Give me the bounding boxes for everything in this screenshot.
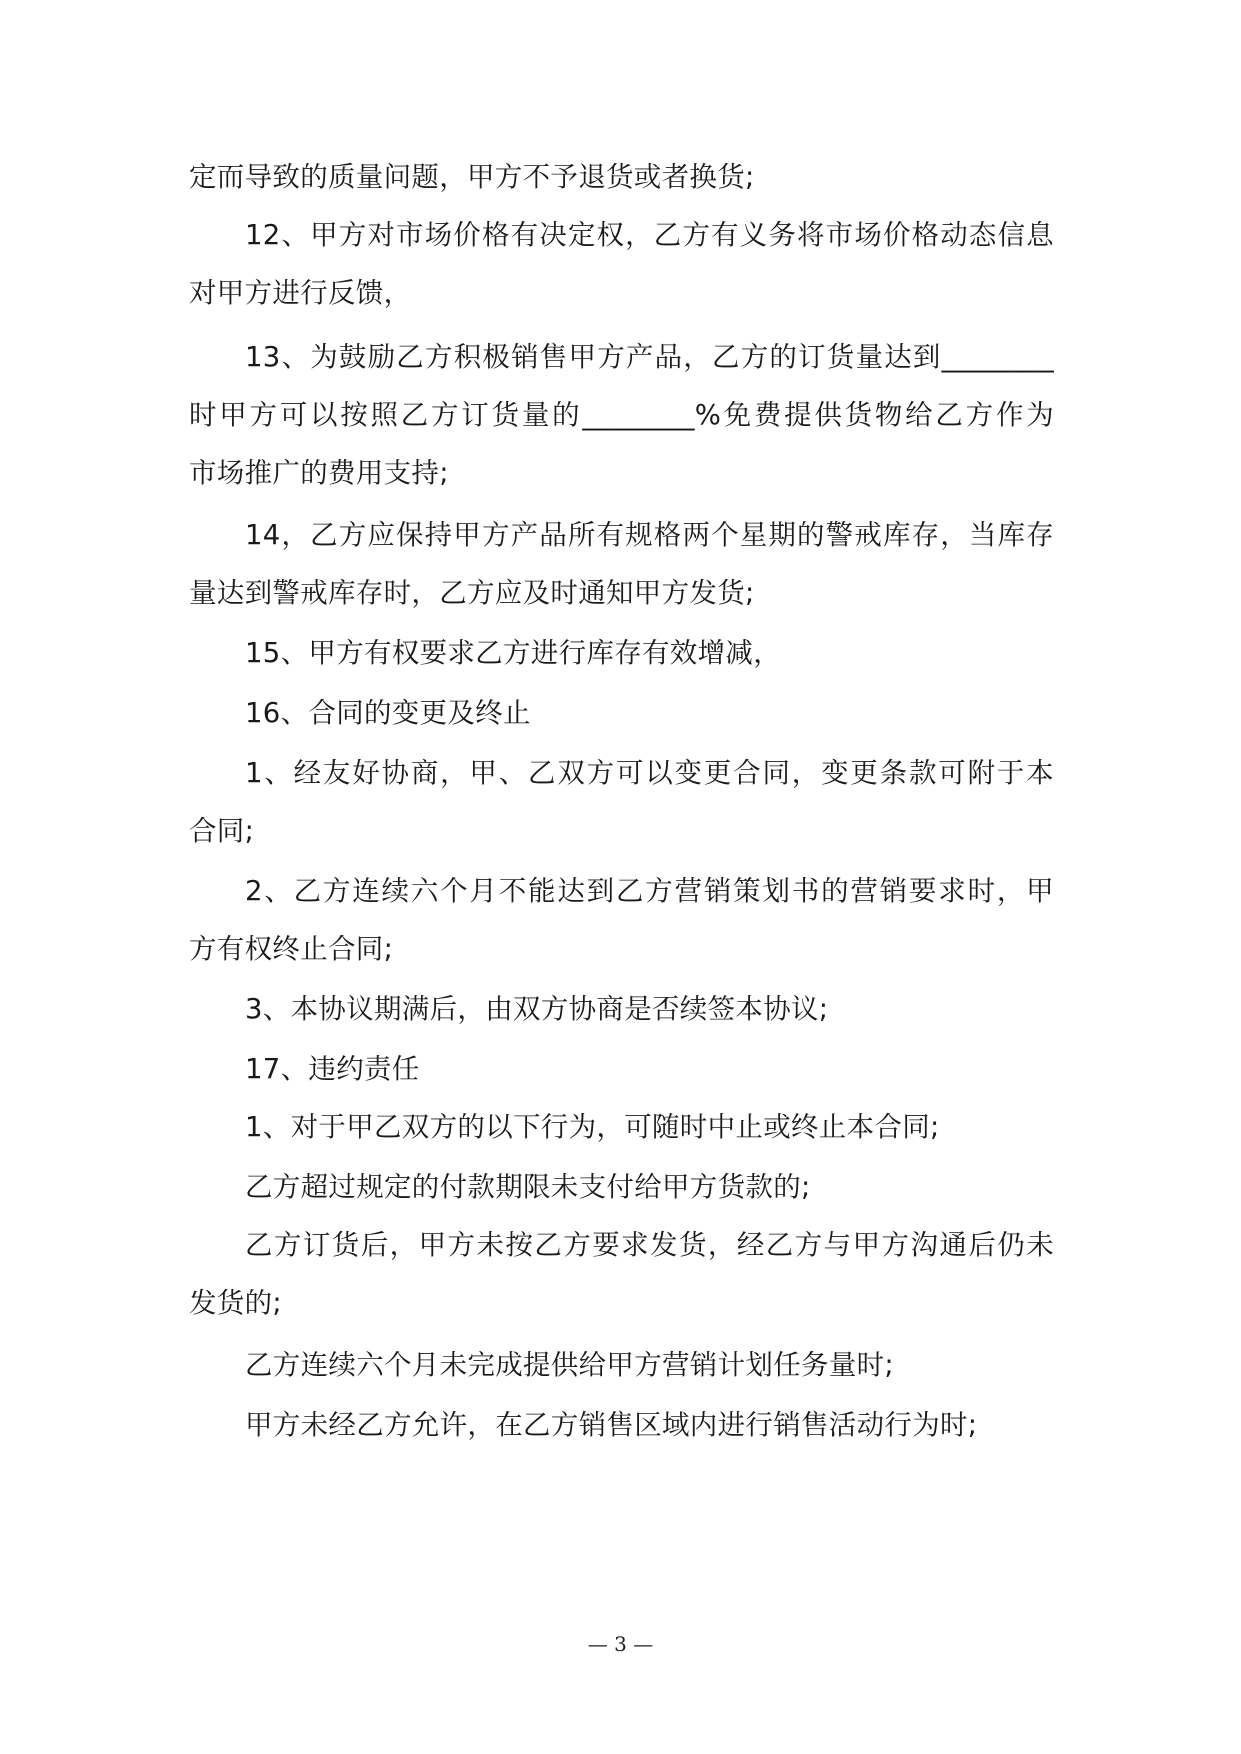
paragraph-line: 甲方未经乙方允许，在乙方销售区域内进行销售活动行为时;: [245, 1409, 978, 1441]
paragraph-line: 发货的;: [189, 1287, 282, 1319]
paragraph-line: 13、为鼓励乙方积极销售甲方产品，乙方的订货量达到________: [245, 341, 1054, 373]
paragraph-line: 定而导致的质量问题，甲方不予退货或者换货;: [189, 161, 755, 193]
page-number: — 3 —: [587, 1632, 654, 1656]
paragraph-line: 市场推广的费用支持;: [189, 457, 449, 489]
paragraph-line: 12、甲方对市场价格有决定权，乙方有义务将市场价格动态信息: [245, 219, 1054, 251]
paragraph-line: 时甲方可以按照乙方订货量的________%免费提供货物给乙方作为: [189, 399, 1054, 431]
paragraph-line: 2、乙方连续六个月不能达到乙方营销策划书的营销要求时，甲: [245, 875, 1054, 907]
paragraph-line: 1、经友好协商，甲、乙双方可以变更合同，变更条款可附于本: [245, 757, 1054, 789]
paragraph-line: 对甲方进行反馈，: [189, 277, 412, 309]
paragraph-line: 16、合同的变更及终止: [245, 697, 531, 729]
paragraph-line: 合同;: [189, 815, 255, 847]
paragraph-line: 乙方连续六个月未完成提供给甲方营销计划任务量时;: [245, 1349, 894, 1381]
paragraph-line: 1、对于甲乙双方的以下行为，可随时中止或终止本合同;: [245, 1111, 940, 1143]
paragraph-line: 乙方超过规定的付款期限未支付给甲方货款的;: [245, 1171, 811, 1203]
paragraph-line: 3、本协议期满后，由双方协商是否续签本协议;: [245, 993, 829, 1025]
paragraph-line: 17、违约责任: [245, 1053, 420, 1085]
paragraph-line: 乙方订货后，甲方未按乙方要求发货，经乙方与甲方沟通后仍未: [245, 1229, 1054, 1261]
paragraph-line: 量达到警戒库存时，乙方应及时通知甲方发货;: [189, 577, 755, 609]
paragraph-line: 14，乙方应保持甲方产品所有规格两个星期的警戒库存，当库存: [245, 519, 1054, 551]
paragraph-line: 15、甲方有权要求乙方进行库存有效增减，: [245, 637, 781, 669]
paragraph-line: 方有权终止合同;: [189, 933, 394, 965]
